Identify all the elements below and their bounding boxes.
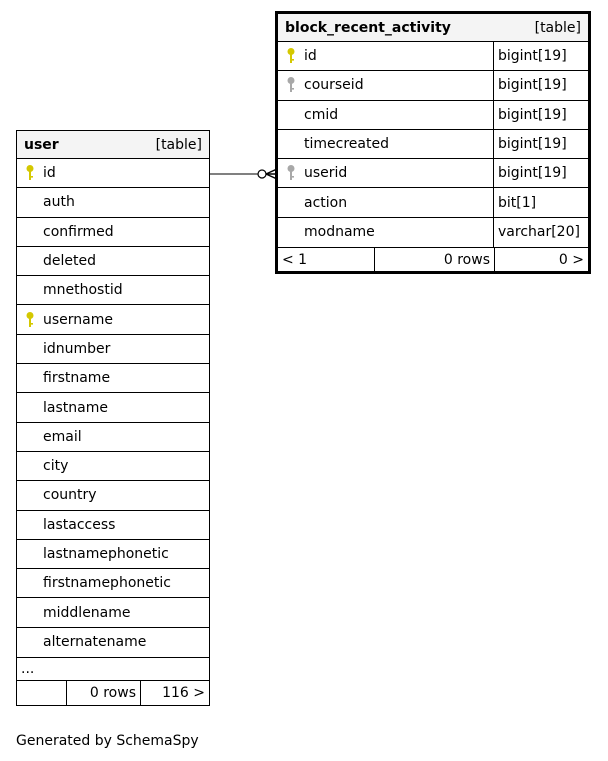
key-slot: [17, 188, 43, 216]
column-row-id[interactable]: [278, 42, 588, 71]
row-count: 0 rows: [375, 248, 495, 271]
primary-key-icon: [278, 42, 304, 70]
table-name: user: [24, 136, 59, 153]
column-row-confirmed[interactable]: [17, 218, 209, 247]
relationship-zero-marker: [258, 170, 266, 178]
column-row-username[interactable]: [17, 305, 209, 334]
column-name: modname: [304, 224, 375, 241]
column-name: cmid: [304, 106, 339, 123]
table-block-recent-activity[interactable]: [275, 11, 591, 274]
key-slot: [17, 511, 43, 539]
children-count[interactable]: 116 >: [162, 685, 205, 702]
column-row-courseid[interactable]: [278, 71, 588, 100]
column-row-lastnamephonetic[interactable]: [17, 540, 209, 569]
column-name: alternatename: [43, 634, 147, 651]
key-slot: [278, 188, 304, 216]
key-slot: [17, 540, 43, 568]
column-name: id: [304, 48, 317, 65]
column-row-timecreated[interactable]: [278, 130, 588, 159]
column-row-firstnamephonetic[interactable]: [17, 569, 209, 598]
table-footer: [278, 247, 588, 271]
column-row-auth[interactable]: [17, 188, 209, 217]
parents-count: [17, 681, 67, 705]
column-type: bigint[19]: [493, 42, 588, 70]
index-key-icon: [278, 71, 304, 99]
column-row-deleted[interactable]: [17, 247, 209, 276]
column-row-alternatename[interactable]: [17, 628, 209, 657]
column-row-email[interactable]: [17, 423, 209, 452]
column-name: lastname: [43, 399, 108, 416]
column-row-lastaccess[interactable]: [17, 511, 209, 540]
column-name: lastnamephonetic: [43, 546, 169, 562]
key-slot: [17, 247, 43, 275]
column-row-action[interactable]: [278, 188, 588, 217]
key-slot: [17, 335, 43, 363]
column-row-modname[interactable]: [278, 218, 588, 247]
key-slot: [278, 101, 304, 129]
column-name: deleted: [43, 253, 96, 270]
column-name: email: [43, 428, 82, 445]
primary-key-icon: [17, 305, 43, 333]
column-row-idnumber[interactable]: [17, 335, 209, 364]
index-key-icon: [278, 159, 304, 187]
column-row-country[interactable]: [17, 481, 209, 510]
column-name: city: [43, 458, 69, 475]
column-row-firstname[interactable]: [17, 364, 209, 393]
table-user[interactable]: [16, 130, 210, 706]
table-kind: [table]: [534, 19, 581, 36]
key-slot: [17, 218, 43, 246]
column-name: mnethostid: [43, 282, 123, 299]
column-row-cmid[interactable]: [278, 101, 588, 130]
key-slot: [17, 628, 43, 657]
column-type: bigint[19]: [493, 159, 588, 187]
table-footer: [17, 681, 209, 705]
key-slot: [17, 276, 43, 304]
column-row-middlename[interactable]: [17, 598, 209, 627]
column-row-userid[interactable]: [278, 159, 588, 188]
column-type: bigint[19]: [493, 71, 588, 99]
column-name: middlename: [43, 604, 131, 621]
table-name: block_recent_activity: [285, 19, 451, 36]
key-slot: [17, 481, 43, 509]
table-kind: [table]: [155, 136, 202, 153]
column-name: username: [43, 311, 113, 328]
key-slot: [278, 218, 304, 247]
generated-by-caption[interactable]: Generated by SchemaSpy: [16, 733, 199, 749]
parents-count[interactable]: < 1: [278, 248, 375, 271]
column-name: firstnamephonetic: [43, 575, 171, 592]
column-name: lastaccess: [43, 516, 116, 533]
key-slot: [17, 423, 43, 451]
more-columns-ellipsis[interactable]: ...: [17, 657, 209, 681]
column-name: courseid: [304, 77, 364, 94]
table-header[interactable]: [17, 131, 209, 159]
column-name: action: [304, 194, 348, 211]
table-header[interactable]: [278, 14, 588, 42]
column-name: auth: [43, 194, 75, 211]
key-slot: [278, 130, 304, 158]
column-name: firstname: [43, 370, 111, 387]
key-slot: [17, 452, 43, 480]
column-row-mnethostid[interactable]: [17, 276, 209, 305]
column-row-city[interactable]: [17, 452, 209, 481]
row-count: 0 rows: [67, 681, 141, 705]
key-slot: [17, 393, 43, 421]
column-type: bigint[19]: [493, 101, 588, 129]
column-type: varchar[20]: [493, 218, 588, 247]
column-row-lastname[interactable]: [17, 393, 209, 422]
column-name: timecreated: [304, 136, 389, 153]
key-slot: [17, 569, 43, 597]
children-count[interactable]: 0 >: [558, 251, 584, 268]
column-name: country: [43, 487, 97, 504]
column-name: idnumber: [43, 340, 111, 357]
key-slot: [17, 598, 43, 626]
column-type: bigint[19]: [493, 130, 588, 158]
key-slot: [17, 364, 43, 392]
column-name: id: [43, 165, 56, 182]
column-type: bit[1]: [493, 188, 588, 216]
column-name: confirmed: [43, 223, 114, 240]
column-row-id[interactable]: [17, 159, 209, 188]
primary-key-icon: [17, 159, 43, 187]
column-name: userid: [304, 165, 348, 182]
